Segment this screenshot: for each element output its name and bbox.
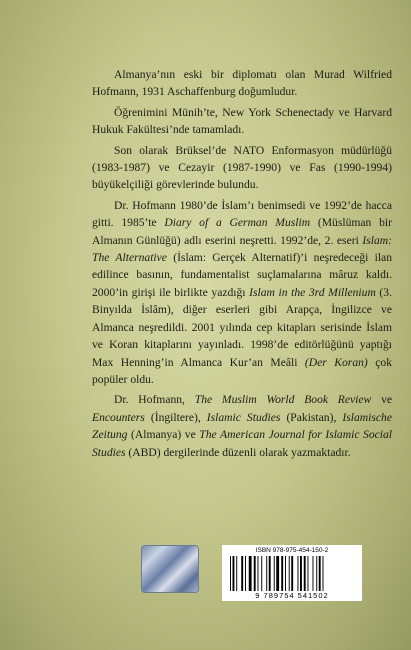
barcode-bar [236,556,237,591]
barcode-bar [281,556,283,591]
barcode-bar [241,556,243,591]
text-segment: çok popüler oldu. [92,355,392,386]
bio-paragraph [92,66,392,101]
text-segment: Dr. Hofmann, [114,393,195,407]
italic-title: (Der Koran) [304,355,368,369]
barcode-bar [285,556,286,591]
text-segment: Son olarak Brüksel’de NATO Enformasyon müdürlüğü (1983-1987) ve Cezayir (1987-1990) ve Fas (1990-1994) büyükelçiliği görevlerinde bulundu. [92,143,392,192]
hologram-sticker [142,546,198,592]
text-segment: (Almanya) ve [127,428,200,442]
bio-paragraph [92,197,392,388]
barcode-bar [323,556,324,591]
italic-title: Islam in the 3rd Millenium [249,285,376,299]
barcode-bar [274,556,275,591]
barcode-bar [298,556,299,591]
barcode-bar [289,556,290,591]
italic-title: Diary of a German Muslim [164,216,311,230]
author-bio [92,66,392,464]
text-segment: Almanya’nın eski bir diplomatı olan Murad Wilfried Hofmann, 1931 Aschaffenburg doğumludur. [92,68,392,99]
text-segment: Dr. Hofmann 1980’de İslam’ı benimsedi ve 1992’de hacca gitti. 1985’te [92,198,392,230]
barcode-bar [319,556,321,591]
text-segment: Öğrenimini Münih’te, New York Schenectady ve Harvard Hukuk Fakültesi’nde tamamladı. [92,105,392,137]
barcode-bar [269,556,271,591]
italic-title: Islamic Studies [206,410,281,424]
barcode-bar [245,556,246,591]
isbn-label: ISBN 978-975-454-150-2 [255,547,329,554]
bio-paragraph [92,142,392,194]
barcode-bar [304,556,306,591]
barcode-bar [230,556,231,591]
barcode-bar [313,556,314,591]
text-segment: (ABD) dergilerinde düzenli olarak yazmaktadır. [125,445,351,459]
barcode [222,545,362,601]
bio-paragraph [92,104,392,139]
barcode-bar [261,556,262,591]
barcode-bar [254,556,256,591]
text-segment: (Pakistan), [280,410,343,424]
italic-title: The American Journal for Islamic Social Studies [92,428,392,459]
italic-title: Islam: The Alternative [92,233,392,265]
barcode-bar [266,556,267,591]
text-segment: (3. Binyılda İslâm), diğer eserleri gibi Arapça, İngilizce ve Almanca neşredildi. 2001 yılında cep kitapları serisinde İslam ve Koran kitaplarını yayınladı. 1998’de editörlüğünü yaptığı Max Henning’in Almanca Kur’an Meâli [92,285,392,369]
barcode-bars [230,556,354,591]
barcode-bar [258,556,259,591]
text-segment: (Müslüman bir Almanın Günlüğü) adlı eserini neşretti. 1992’de, 2. eseri [92,216,392,247]
barcode-bar [291,556,293,591]
italic-title: Islamische Zeitung [92,410,392,442]
barcode-digits: 9 789754 541502 [255,591,329,600]
text-segment: (İslam: Gerçek Alternatif)’i neşredeceği ilan edilince basının, fundamentalist suçlamalarına mâruz kaldı. 2000’in girişi ile birlikte yazdığı [92,251,392,299]
barcode-bar [276,556,279,591]
barcode-bar [233,556,235,591]
barcode-bar [300,556,302,591]
italic-title: Encounters [92,410,145,424]
barcode-bar [249,556,252,591]
bio-paragraph [92,391,392,461]
text-segment: (İngiltere), [144,410,207,424]
barcode-bar [308,556,309,591]
barcode-bar [316,556,317,591]
italic-title: The Muslim World Book Review [194,393,372,407]
text-segment: ve [371,393,393,407]
